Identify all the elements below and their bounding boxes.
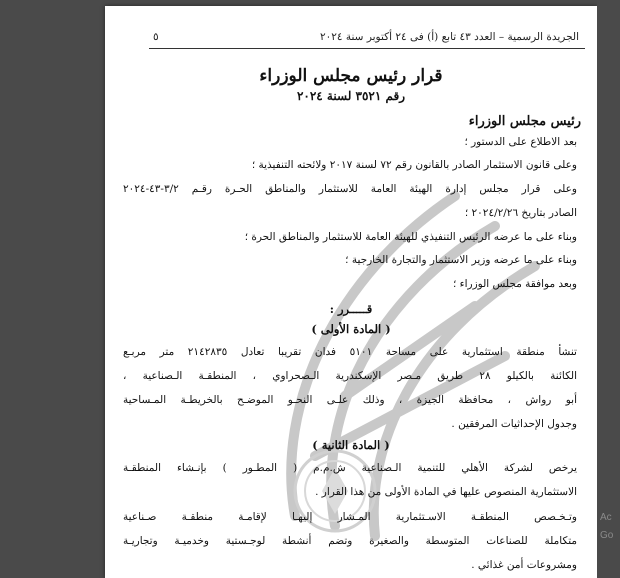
decree-issuer: رئيس مجلس الوزراء xyxy=(468,114,581,129)
article-2-line: الاستثمارية المنصوص عليها في المادة الأولى من هذا القرار . xyxy=(315,486,577,498)
article-2-line: يرخص لشركة الأهلي للتنمية الـصناعية ش.م.م ( المطـور ) بإنـشاء المنطقـة xyxy=(123,462,577,474)
article-1-line: أبو رواش ، محافظة الجيزة ، وذلك علـى النحـو الموضـح بالخريطـة المـساحية xyxy=(123,394,577,406)
side-label: Ac xyxy=(600,512,612,523)
article-1-line: الكائنة بالكيلو ٢٨ طريق مـصر الإسكندرية الـصحراوي ، المنطقـة الـصناعية ، xyxy=(123,370,577,382)
preamble-line: وعلى قانون الاستثمار الصادر بالقانون رقم ٧٢ لسنة ٢٠١٧ ولائحته التنفيذية ؛ xyxy=(251,159,577,171)
preamble-line: بعد الاطلاع على الدستور ؛ xyxy=(464,136,577,148)
article-2-line: وتـخـصص المنطقـة الاسـتثمارية المـشار إليهـا لإقامـة منطقـة صـناعية xyxy=(123,511,577,523)
article-2-line: ومشروعات أمن غذائي . xyxy=(471,559,577,571)
document-page xyxy=(105,6,597,578)
article-1-line: تنشأ منطقة استثمارية على مساحة ٥١٠١ فدان تقريبا تعادل ٢١٤٢٨٣٥ متر مربـع xyxy=(123,346,577,358)
preamble-line: الصادر بتاريخ ٢٠٢٤/٢/٢٦ ؛ xyxy=(464,207,577,219)
gazette-header xyxy=(153,28,579,46)
gazette-issue: الجريدة الرسمية – العدد ٤٣ تابع (أ) فى ٢٤ أكتوبر سنة ٢٠٢٤ xyxy=(319,31,579,43)
preamble-line: وبعد موافقة مجلس الوزراء ؛ xyxy=(453,278,577,290)
viewer-margin xyxy=(597,0,620,578)
preamble-line: وبناء على ما عرضه الرئيس التنفيذي للهيئة العامة للاستثمار والمناطق الحرة ؛ xyxy=(244,231,577,243)
preamble-line: وعلى قرار مجلس إدارة الهيئة العامة للاستثمار والمناطق الحـرة رقـم ٣/٢-٤٣-٢٠٢٤ xyxy=(123,183,577,195)
header-divider xyxy=(149,48,585,49)
article-2-heading: ( المادة الثانية ) xyxy=(312,438,390,452)
page-number: ٥ xyxy=(153,31,159,43)
decree-title: قرار رئيس مجلس الوزراء xyxy=(259,66,443,86)
article-1-line: وجدول الإحداثيات المرفقين . xyxy=(451,418,577,430)
side-label: Go xyxy=(600,530,614,541)
decree-number: رقم ٣٥٢١ لسنة ٢٠٢٤ xyxy=(296,89,406,103)
article-2-line: متكاملة للصناعات المتوسطة والصغيرة وتضم أنشطة لوجـستية وخدميـة وتجاريـة xyxy=(123,535,577,547)
decided-heading: قـــــرر : xyxy=(329,302,373,316)
preamble-line: وبناء على ما عرضه وزير الاستثمار والتجارة الخارجية ؛ xyxy=(345,254,577,266)
article-1-heading: ( المادة الأولى ) xyxy=(311,322,391,336)
